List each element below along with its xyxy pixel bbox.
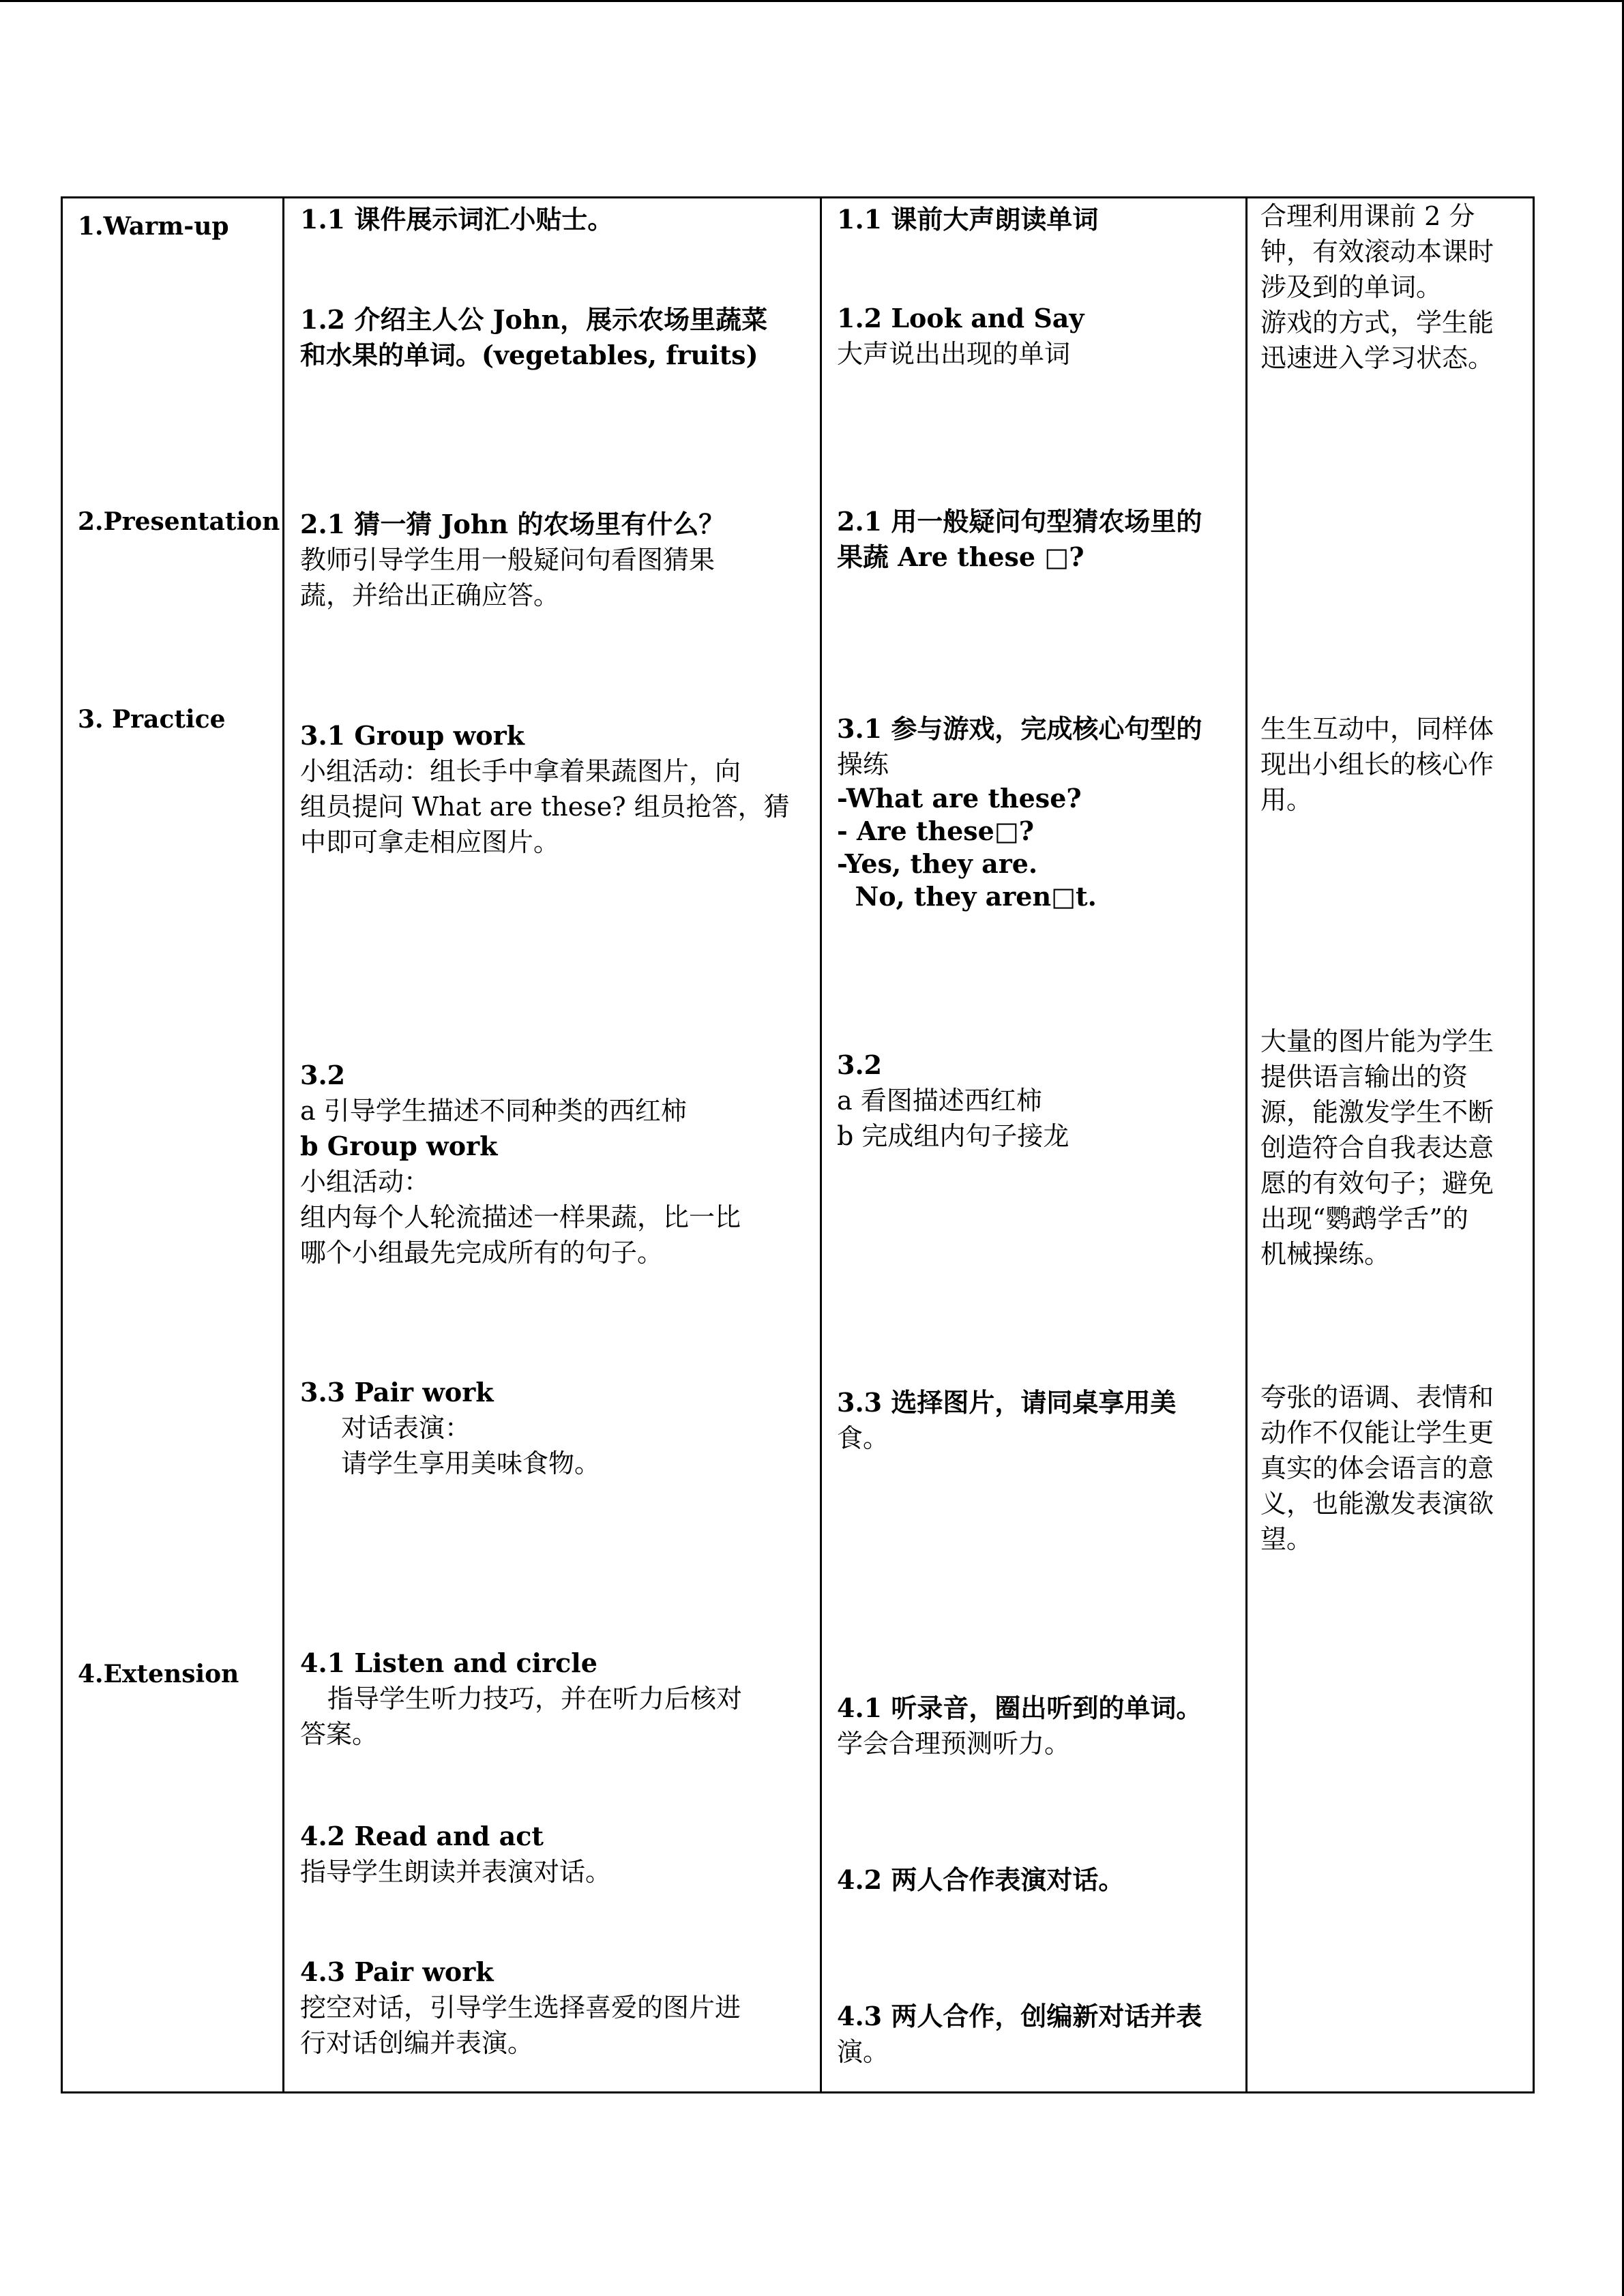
stage-extension: 4.Extension bbox=[78, 1660, 239, 1688]
student-4-3: 4.3 两人合作，创编新对话并表 演。 bbox=[837, 2001, 1202, 2067]
teacher-3-1: 3.1 Group work 小组活动：组长手中拿着果蔬图片，向 组员提问 What are these? 组员抢答，猜 中即可拿走相应图片。 bbox=[300, 720, 790, 857]
teacher-1-2: 1.2 介绍主人公 John，展示农场里蔬菜 和水果的单词。(vegetables, fruits) bbox=[300, 304, 768, 370]
teacher-2-1: 2.1 猜一猜 John 的农场里有什么？ 教师引导学生用一般疑问句看图猜果 蔬，并给出正确应答。 bbox=[300, 509, 725, 610]
column-divider bbox=[820, 198, 822, 2091]
student-1-2: 1.2 Look and Say 大声说出出现的单词 bbox=[837, 303, 1084, 369]
column-divider bbox=[282, 198, 284, 2091]
teacher-3-2: 3.2 a 引导学生描述不同种类的西红柿 b Group work 小组活动： 组内每个人轮流描述一样果蔬，比一比 哪个小组最先完成所有的句子。 bbox=[300, 1060, 741, 1268]
student-4-2: 4.2 两人合作表演对话。 bbox=[837, 1864, 1125, 1895]
stage-practice: 3. Practice bbox=[78, 705, 226, 734]
student-2-1: 2.1 用一般疑问句型猜农场里的 果蔬 Are these □? bbox=[837, 506, 1202, 572]
student-4-1: 4.1 听录音，圈出听到的单词。 学会合理预测听力。 bbox=[837, 1693, 1202, 1759]
teacher-4-3: 4.3 Pair work 挖空对话，引导学生选择喜爱的图片进 行对话创编并表演。 bbox=[300, 1956, 741, 2058]
lesson-plan-table bbox=[61, 196, 1535, 2093]
teacher-4-1: 4.1 Listen and circle 指导学生听力技巧，并在听力后核对 答案。 bbox=[300, 1648, 743, 1749]
column-divider bbox=[1245, 198, 1247, 2091]
student-1-1: 1.1 课前大声朗读单词 bbox=[837, 204, 1099, 235]
top-border-line bbox=[0, 0, 1624, 2]
purpose-practice-3: 夸张的语调、表情和 动作不仅能让学生更 真实的体会语言的意 义，也能激发表演欲 望。 bbox=[1260, 1382, 1494, 1554]
purpose-practice-1: 生生互动中，同样体 现出小组长的核心作 用。 bbox=[1260, 714, 1494, 815]
stage-presentation: 2.Presentation bbox=[78, 507, 280, 536]
teacher-1-1: 1.1 课件展示词汇小贴士。 bbox=[300, 204, 614, 235]
purpose-warmup: 合理利用课前 2 分 钟，有效滚动本课时 涉及到的单词。 游戏的方式，学生能 迅速进入学习状态。 bbox=[1260, 201, 1494, 373]
student-3-3: 3.3 选择图片，请同桌享用美 食。 bbox=[837, 1387, 1177, 1453]
stage-warmup: 1.Warm-up bbox=[78, 212, 229, 241]
teacher-4-2: 4.2 Read and act 指导学生朗读并表演对话。 bbox=[300, 1821, 612, 1887]
purpose-practice-2: 大量的图片能为学生 提供语言输出的资 源，能激发学生不断 创造符合自我表达意 愿的有效句子；避免 出现“鹦鹉学舌”的 机械操练。 bbox=[1260, 1026, 1494, 1269]
teacher-3-3: 3.3 Pair work 对话表演： 请学生享用美味食物。 bbox=[300, 1377, 601, 1478]
student-3-2: 3.2 a 看图描述西红柿 b 完成组内句子接龙 bbox=[837, 1049, 1069, 1151]
student-3-1: 3.1 参与游戏，完成核心句型的 操练 -What are these? - Are these□? -Yes, they are. No, they aren□t. bbox=[837, 713, 1202, 912]
